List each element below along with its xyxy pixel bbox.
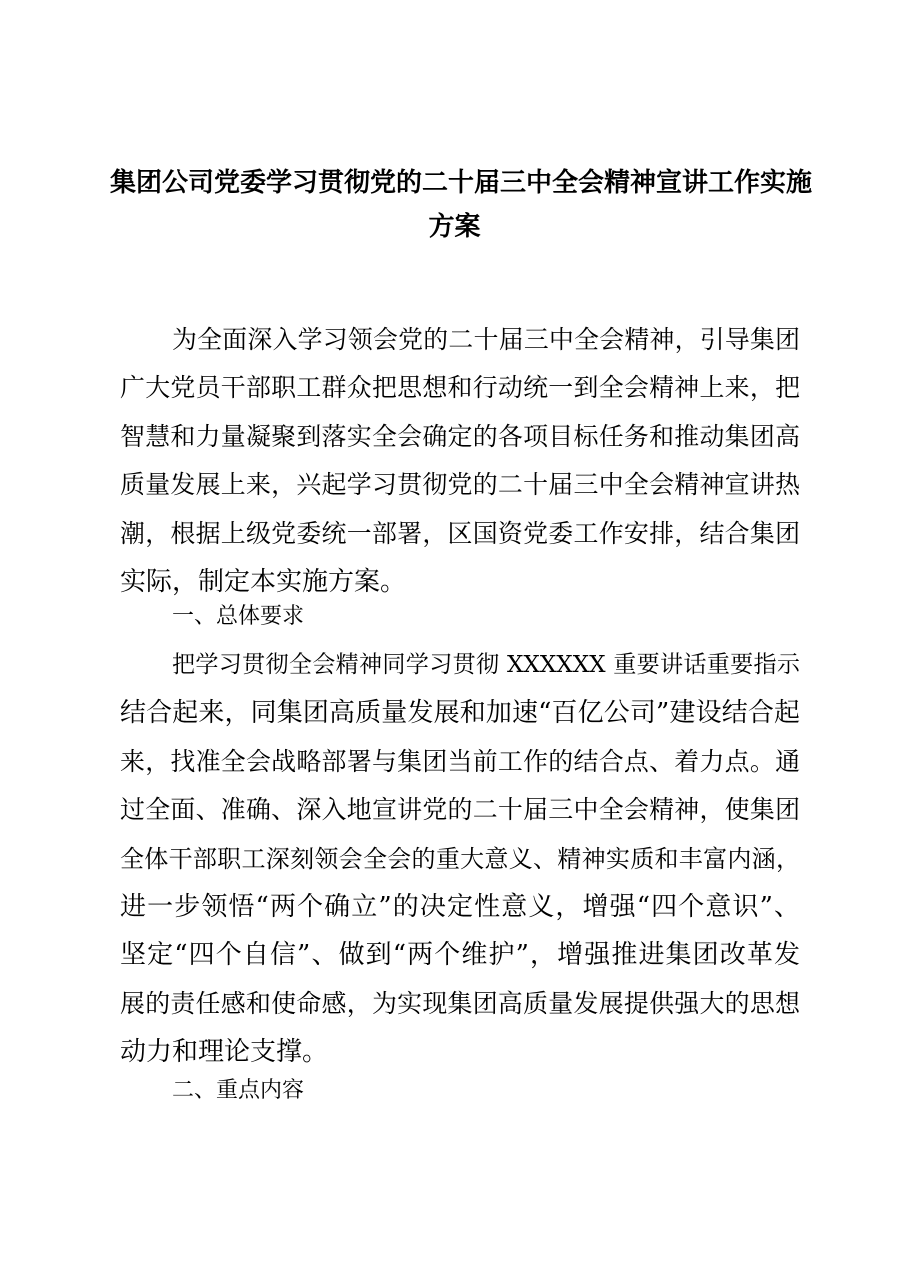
section1-paragraph (120, 641, 800, 1077)
section1-line: 坚定“四个自信”、做到“两个维护”，增强推进集团改革发 (120, 940, 800, 971)
intro-line: 为全面深入学习领会党的二十届三中全会精神，引导集团 (172, 325, 800, 354)
section1-line: 结合起来，同集团高质量发展和加速“百亿公司”建设结合起 (120, 698, 800, 729)
intro-line: 智慧和力量凝聚到落实全会确定的各项目标任务和推动集团高 (120, 421, 800, 451)
section1-line: 展的责任感和使命感，为实现集团高质量发展提供强大的思想 (120, 988, 800, 1018)
section1-line: 进一步领悟“两个确立”的决定性意义，增强“四个意识”、 (120, 891, 800, 922)
section1-line: 来，找准全会战略部署与集团当前工作的结合点、着力点。通 (120, 746, 800, 776)
section1-line: 全体干部职工深刻领会全会的重大意义、精神实质和丰富内涵， (120, 844, 800, 873)
section1-line: 把学习贯彻全会精神同学习贯彻 XXXXXX 重要讲话重要指示 (172, 652, 800, 678)
section1-line: 过全面、准确、深入地宣讲党的二十届三中全会精神，使集团 (120, 795, 800, 825)
intro-line: 实际，制定本实施方案。 (120, 566, 407, 597)
intro-line: 广大党员干部职工群众把思想和行动统一到全会精神上来，把 (120, 373, 800, 403)
document-title-line-1: 集团公司党委学习贯彻党的二十届三中全会精神宣讲工作实施 (110, 168, 813, 198)
document-title-line-2: 方案 (428, 212, 481, 242)
intro-line: 潮，根据上级党委统一部署，区国资党委工作安排，结合集团 (120, 518, 800, 548)
intro-line: 质量发展上来，兴起学习贯彻党的二十届三中全会精神宣讲热 (120, 470, 800, 500)
section1-line: 动力和理论支撑。 (120, 1037, 329, 1068)
intro-paragraph (120, 316, 800, 606)
section-heading-key-content: 二、重点内容 (172, 1078, 305, 1103)
section-heading-general-requirements: 一、总体要求 (172, 604, 305, 629)
